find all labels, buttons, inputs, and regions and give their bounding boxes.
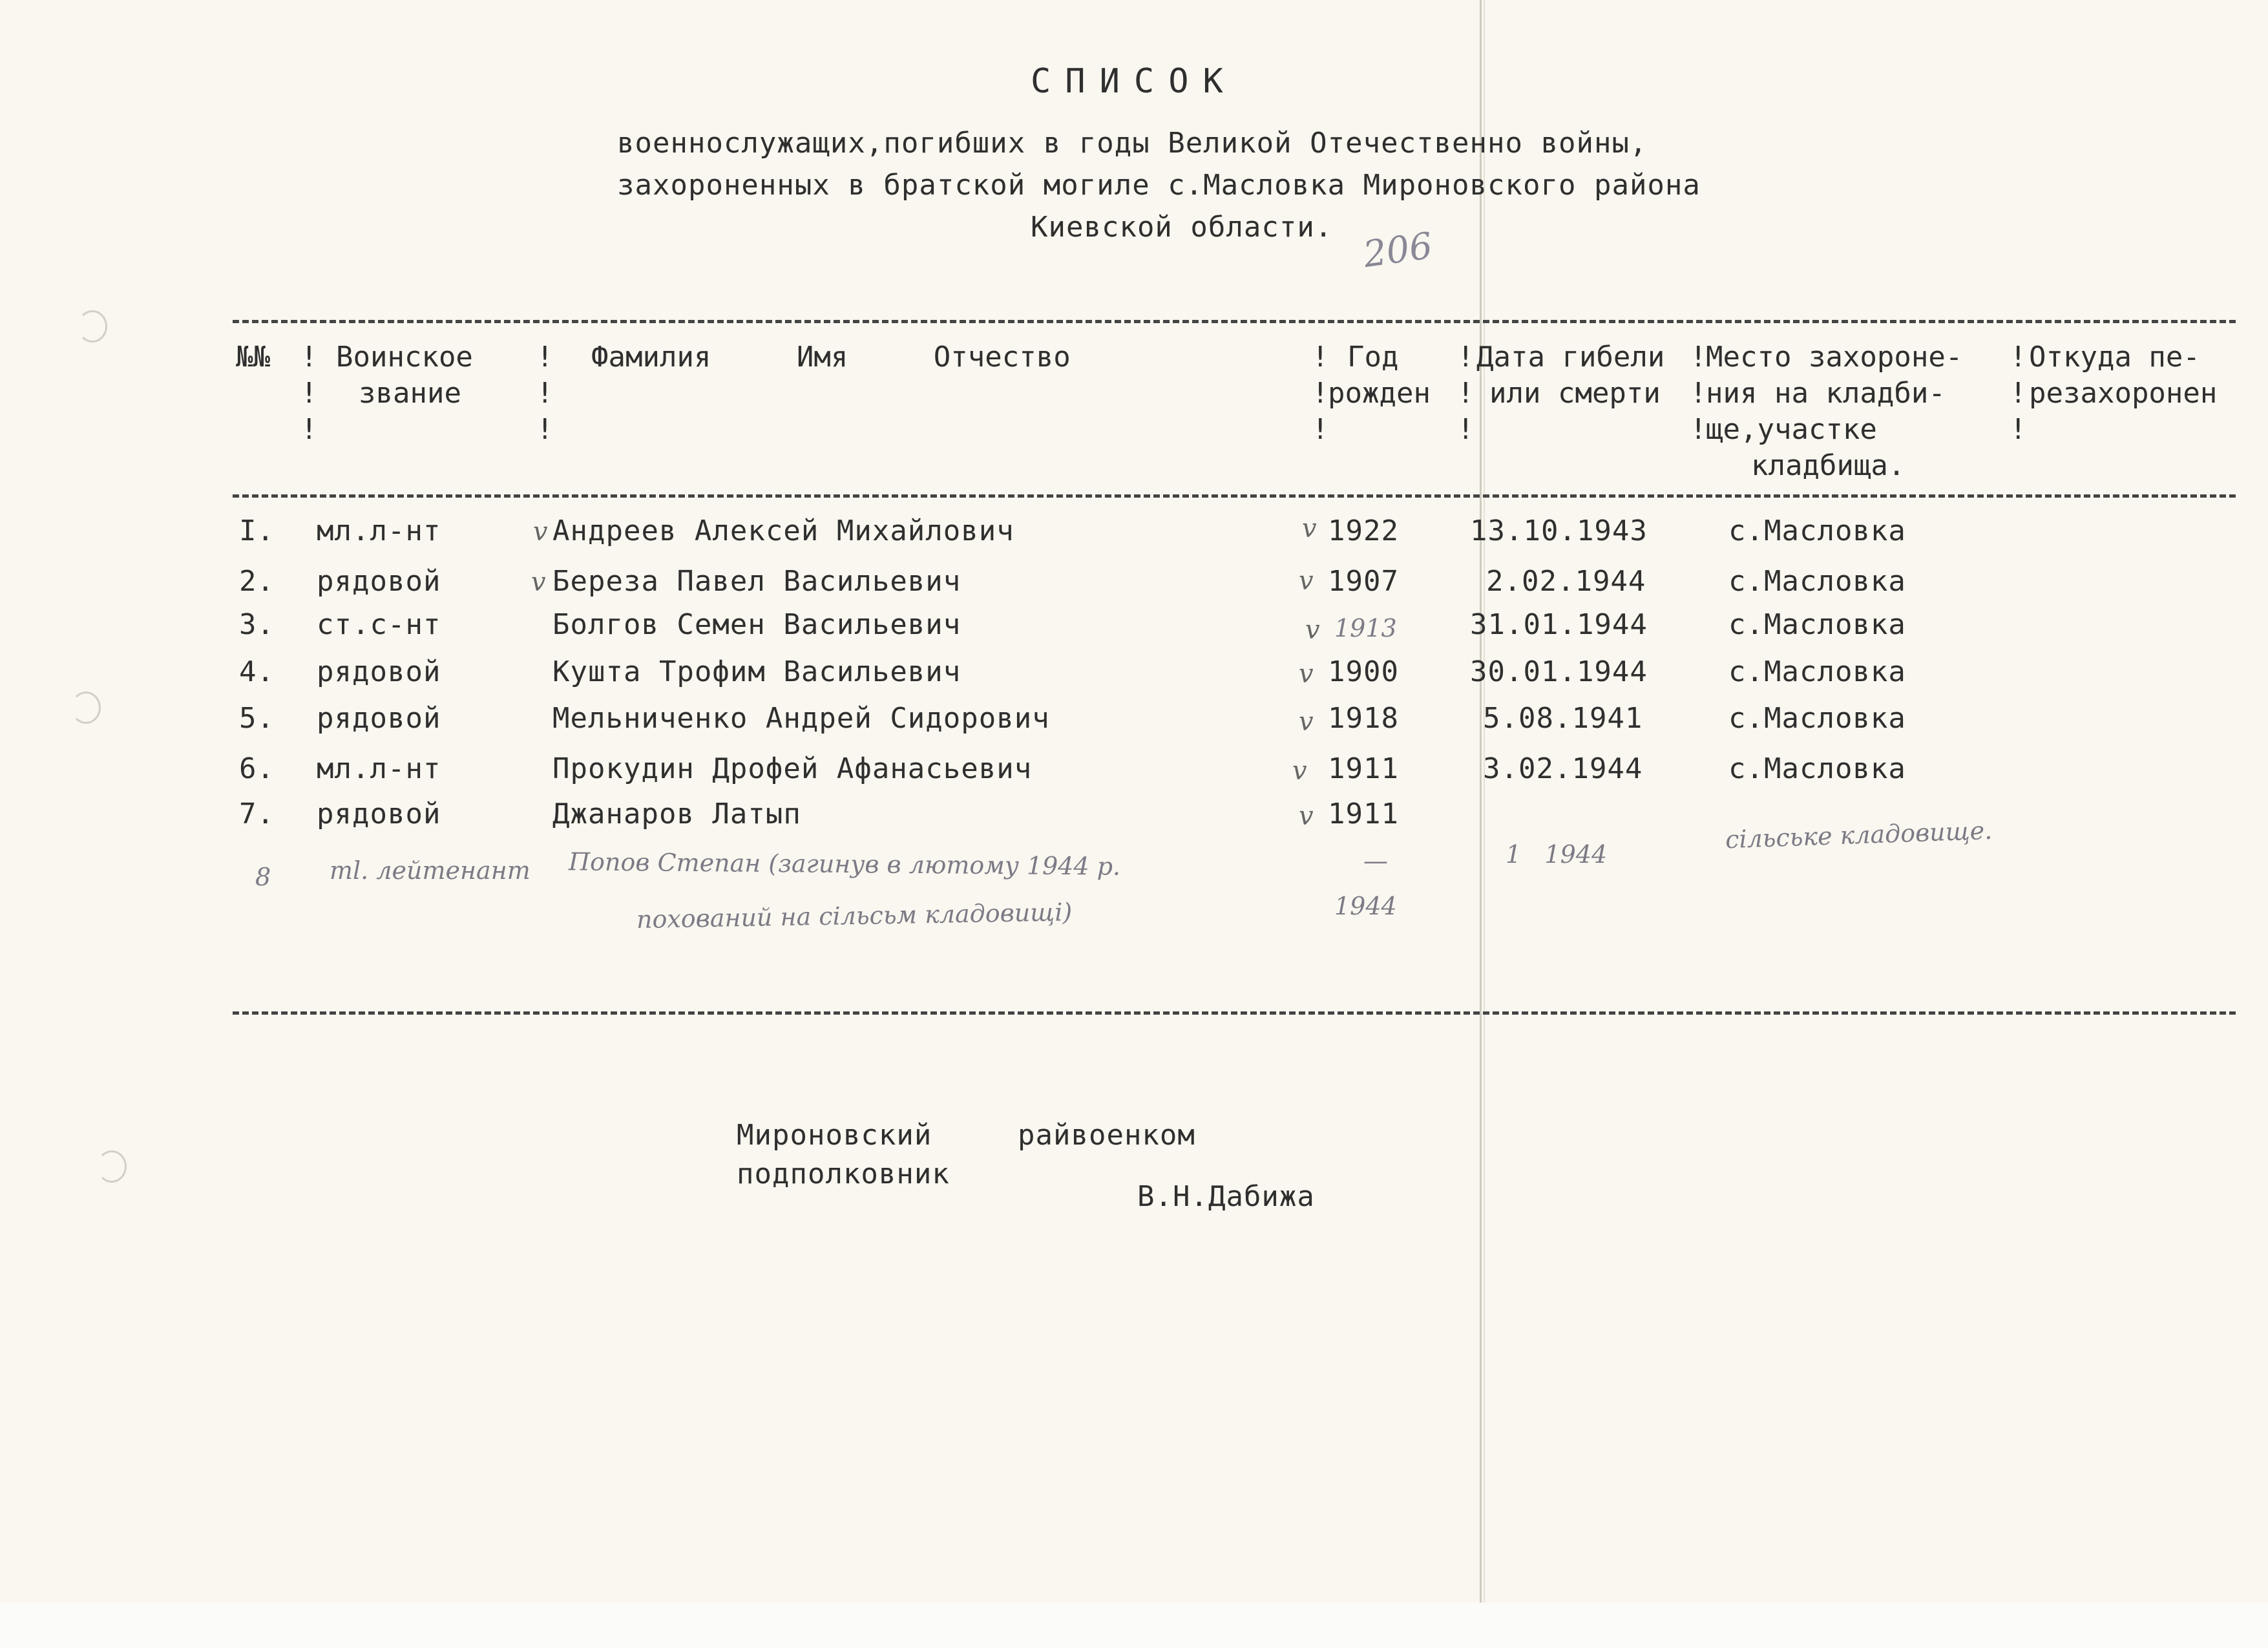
row-place: с.Масловка <box>1728 752 1906 785</box>
row-num: 7. <box>239 798 275 830</box>
row-name: Джанаров Латып <box>552 798 801 830</box>
hw-row-birth-dash: — <box>1363 847 1388 875</box>
row-birth: 1900 <box>1328 655 1399 688</box>
subtitle-line-3: Киевской области. <box>1031 211 1333 244</box>
row-rank: рядовой <box>317 798 441 830</box>
document-title: СПИСОК <box>1031 62 1237 101</box>
header-rank-1: Воинское <box>336 341 473 374</box>
header-separator: ! ! ! <box>536 341 554 446</box>
row-num: 2. <box>239 565 275 598</box>
header-origin-1: Откуда пе- <box>2029 341 2200 374</box>
check-mark-icon: v <box>1299 801 1314 831</box>
header-death-1: Дата гибели <box>1476 341 1665 374</box>
check-mark-icon: v <box>1299 566 1314 596</box>
row-num: 6. <box>239 752 275 785</box>
hw-row-place: сільське кладовище. <box>1725 816 1993 854</box>
header-place-2: ния на кладби- <box>1706 377 1946 410</box>
check-mark-icon: v <box>531 567 546 597</box>
hw-row-name-1: Попов Степан (загинув в лютому 1944 р. <box>568 847 1121 881</box>
hw-row-num: 8 <box>255 863 271 891</box>
row-num: 5. <box>239 702 275 735</box>
row-death: 5.08.1941 <box>1483 702 1643 735</box>
row-place: с.Масловка <box>1728 608 1906 641</box>
header-death-2: или смерти <box>1489 377 1661 410</box>
subtitle-line-2: захороненных в братской могиле с.Масловка Мироновского района <box>617 169 1701 202</box>
row-rank: рядовой <box>317 702 441 735</box>
signature-rank: подполковник <box>737 1157 950 1190</box>
check-mark-icon: v <box>1292 756 1307 786</box>
header-place-4: кладбища. <box>1751 449 1906 482</box>
check-mark-icon: v <box>1305 615 1320 645</box>
header-separator: ! ! ! <box>1457 341 1475 446</box>
punch-hole-mark <box>78 310 107 343</box>
paper-fold-shade <box>1484 0 1485 1603</box>
row-place: с.Масловка <box>1728 514 1906 547</box>
header-num: №№ <box>236 341 270 374</box>
check-mark-icon: v <box>1302 514 1317 544</box>
punch-hole-mark <box>97 1150 127 1183</box>
header-separator: ! ! ! <box>2010 341 2027 446</box>
row-name: Кушта Трофим Васильевич <box>552 655 961 688</box>
row-birth: 1911 <box>1328 798 1399 830</box>
row-rank: рядовой <box>317 655 441 688</box>
table-bottom-rule <box>233 1011 2236 1015</box>
row-name: Береза Павел Васильевич <box>552 565 961 598</box>
hw-row-death: 1 1944 <box>1506 840 1608 869</box>
header-place-1: Место захороне- <box>1706 341 1963 374</box>
row-num: 3. <box>239 608 275 641</box>
row-name: Мельниченко Андрей Сидорович <box>552 702 1050 735</box>
table-top-rule <box>233 320 2236 323</box>
row-death: 30.01.1944 <box>1470 655 1648 688</box>
row-birth: 1907 <box>1328 565 1399 598</box>
row-name: Андреев Алексей Михайлович <box>552 514 1014 547</box>
signature-office: Мироновский <box>737 1119 932 1152</box>
row-death: 2.02.1944 <box>1486 565 1646 598</box>
paper-bottom-margin <box>0 1603 2268 1648</box>
row-death: 31.01.1944 <box>1470 608 1648 641</box>
header-birth-2: рожден <box>1328 377 1431 410</box>
header-separator: ! ! ! <box>300 341 318 446</box>
check-mark-icon: v <box>1299 707 1314 737</box>
header-origin-2: резахоронен <box>2029 377 2218 410</box>
row-death: 13.10.1943 <box>1470 514 1648 547</box>
hw-row-name-2: похований на сільсьм кладовищі) <box>636 898 1073 934</box>
header-separator: ! ! ! <box>1690 341 1707 446</box>
signature-title: райвоенком <box>1018 1119 1195 1152</box>
row-place: с.Масловка <box>1728 702 1906 735</box>
signature-name: В.Н.Дабижа <box>1137 1180 1315 1213</box>
row-rank: ст.с-нт <box>317 608 441 641</box>
row-birth-handwritten: 1913 <box>1334 614 1397 642</box>
row-rank: мл.л-нт <box>317 514 441 547</box>
row-rank: мл.л-нт <box>317 752 441 785</box>
row-rank: рядовой <box>317 565 441 598</box>
row-name: Болгов Семен Васильевич <box>552 608 961 641</box>
row-num: 4. <box>239 655 275 688</box>
subtitle-line-1: военнослужащих,погибших в годы Великой Отечественно войны, <box>617 127 1648 160</box>
row-birth: 1922 <box>1328 514 1399 547</box>
header-birth-1: Год <box>1347 341 1399 374</box>
header-place-3: ще,участке <box>1706 413 1877 446</box>
punch-hole-mark <box>71 692 101 724</box>
row-place: с.Масловка <box>1728 565 1906 598</box>
header-rank-2: звание <box>359 377 461 410</box>
row-death: 3.02.1944 <box>1483 752 1643 785</box>
row-birth: 1911 <box>1328 752 1399 785</box>
check-mark-icon: v <box>1299 659 1314 689</box>
row-birth: 1918 <box>1328 702 1399 735</box>
header-name: Фамилия Имя Отчество <box>591 341 1071 374</box>
table-header-rule <box>233 494 2236 498</box>
paper-fold-line <box>1480 0 1482 1603</box>
hw-row-rank: ml. лейтенант <box>330 856 530 885</box>
check-mark-icon: v <box>533 517 548 547</box>
row-name: Прокудин Дрофей Афанасьевич <box>552 752 1033 785</box>
header-separator: ! ! ! <box>1312 341 1329 446</box>
row-place: с.Масловка <box>1728 655 1906 688</box>
row-num: I. <box>239 514 275 547</box>
hw-row-birth: 1944 <box>1334 892 1397 920</box>
handwritten-archive-number: 206 <box>1360 224 1435 277</box>
